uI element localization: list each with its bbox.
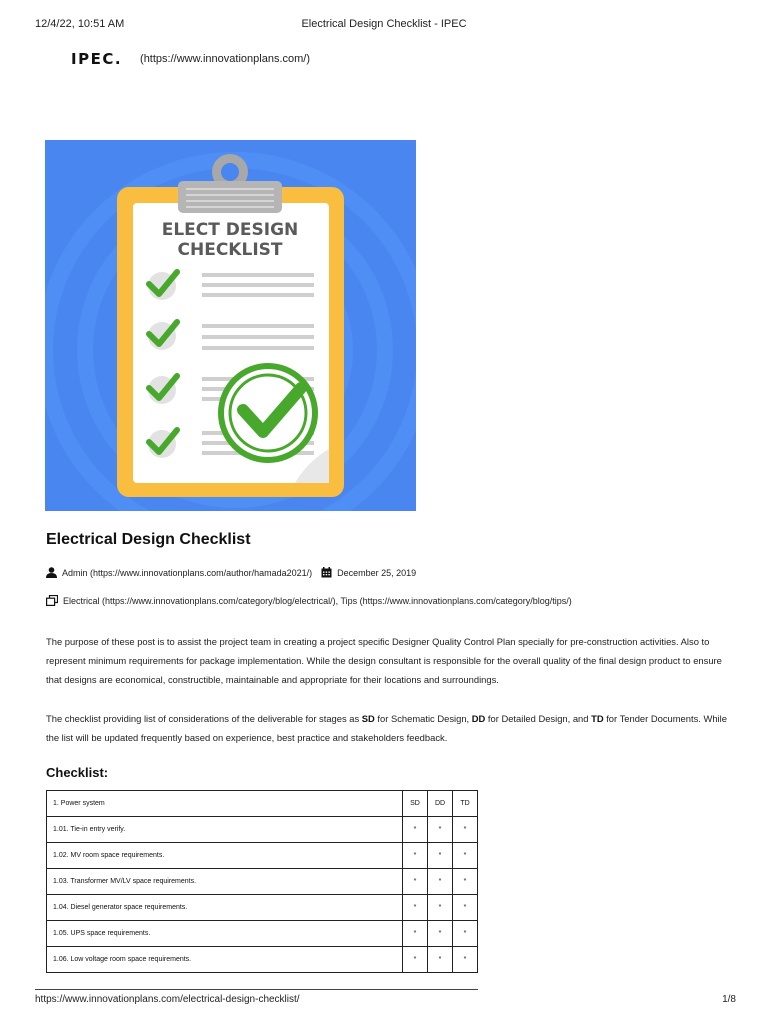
header-item: 1. Power system: [47, 791, 403, 817]
illustration-heading-line2: CHECKLIST: [177, 240, 283, 260]
checklist-heading: Checklist:: [46, 765, 109, 780]
checklist-table: [46, 790, 478, 973]
row-dd: *: [428, 895, 453, 921]
print-datetime: 12/4/22, 10:51 AM: [35, 18, 125, 30]
calendar-icon: [321, 567, 332, 578]
table-row: [47, 817, 478, 843]
row-td: *: [453, 895, 478, 921]
row-dd: *: [428, 817, 453, 843]
user-icon: [46, 567, 57, 578]
post-date: December 25, 2019: [337, 567, 417, 578]
row-td: *: [453, 921, 478, 947]
header-sd: SD: [403, 791, 428, 817]
table-row: [47, 947, 478, 973]
sd-abbrev: SD: [361, 713, 375, 724]
row-item: 1.03. Transformer MV/LV space requirements.: [47, 869, 403, 895]
post-categories-links[interactable]: Electrical (https://www.innovationplans.com/category/blog/electrical/), Tips (https://www.innovationplans.com/category/blog/tips/): [63, 595, 572, 606]
footer-page-url: https://www.innovationplans.com/electrical-design-checklist/: [35, 994, 300, 1005]
row-dd: *: [428, 921, 453, 947]
row-item: 1.04. Diesel generator space requirements.: [47, 895, 403, 921]
dd-abbrev: DD: [471, 713, 486, 724]
row-item: 1.02. MV room space requirements.: [47, 843, 403, 869]
post-title: Electrical Design Checklist: [46, 531, 251, 548]
row-sd: *: [403, 869, 428, 895]
row-sd: *: [403, 947, 428, 973]
print-document-title: Electrical Design Checklist - IPEC: [301, 18, 467, 30]
row-td: *: [453, 947, 478, 973]
footer-divider: [35, 989, 478, 990]
post-author-link[interactable]: Admin (https://www.innovationplans.com/author/hamada2021/): [62, 567, 313, 578]
checklist-illustration: [45, 140, 416, 511]
row-sd: *: [403, 817, 428, 843]
intro-paragraph: The purpose of these post is to assist the project team in creating a project specific Designer Quality Control Plan specially for pre-construction activities. Also to represent minimum requirements for package implementation. While the design consultant is responsible for the overall quality of the final design product to ensure that designs are economical, constructible, maintainable and appropriate for their locations and surroundings.: [46, 636, 722, 685]
td-abbrev: TD: [591, 713, 604, 724]
row-td: *: [453, 817, 478, 843]
table-header-row: [47, 791, 478, 817]
stages-paragraph: The checklist providing list of considerations of the deliverable for stages as SD for Schematic Design, DD for Detailed Design, and TD for Tender Documents. While the list will be updated frequently based on experience, best practice and stakeholders feedback.: [46, 713, 727, 743]
post-meta-categories: [46, 595, 572, 606]
approved-check-stamp-icon: [221, 366, 315, 460]
post-meta-author-date: [46, 567, 416, 578]
site-url-link[interactable]: (https://www.innovationplans.com/): [140, 53, 310, 65]
row-dd: *: [428, 947, 453, 973]
row-dd: *: [428, 843, 453, 869]
row-item: 1.06. Low voltage room space requirements.: [47, 947, 403, 973]
row-sd: *: [403, 843, 428, 869]
row-item: 1.01. Tie-in entry verify.: [47, 817, 403, 843]
row-sd: *: [403, 895, 428, 921]
table-row: [47, 869, 478, 895]
header-dd: DD: [428, 791, 453, 817]
header-td: TD: [453, 791, 478, 817]
table-row: [47, 921, 478, 947]
site-logo[interactable]: IPEC.: [71, 50, 123, 68]
row-td: *: [453, 843, 478, 869]
illustration-heading-line1: ELECT DESIGN: [161, 220, 299, 240]
table-row: [47, 895, 478, 921]
row-sd: *: [403, 921, 428, 947]
table-row: [47, 843, 478, 869]
copy-icon: [46, 595, 58, 606]
site-header: [71, 50, 310, 68]
row-dd: *: [428, 869, 453, 895]
clip-icon: [178, 181, 282, 213]
row-item: 1.05. UPS space requirements.: [47, 921, 403, 947]
row-td: *: [453, 869, 478, 895]
footer-page-number: 1/8: [722, 994, 736, 1005]
